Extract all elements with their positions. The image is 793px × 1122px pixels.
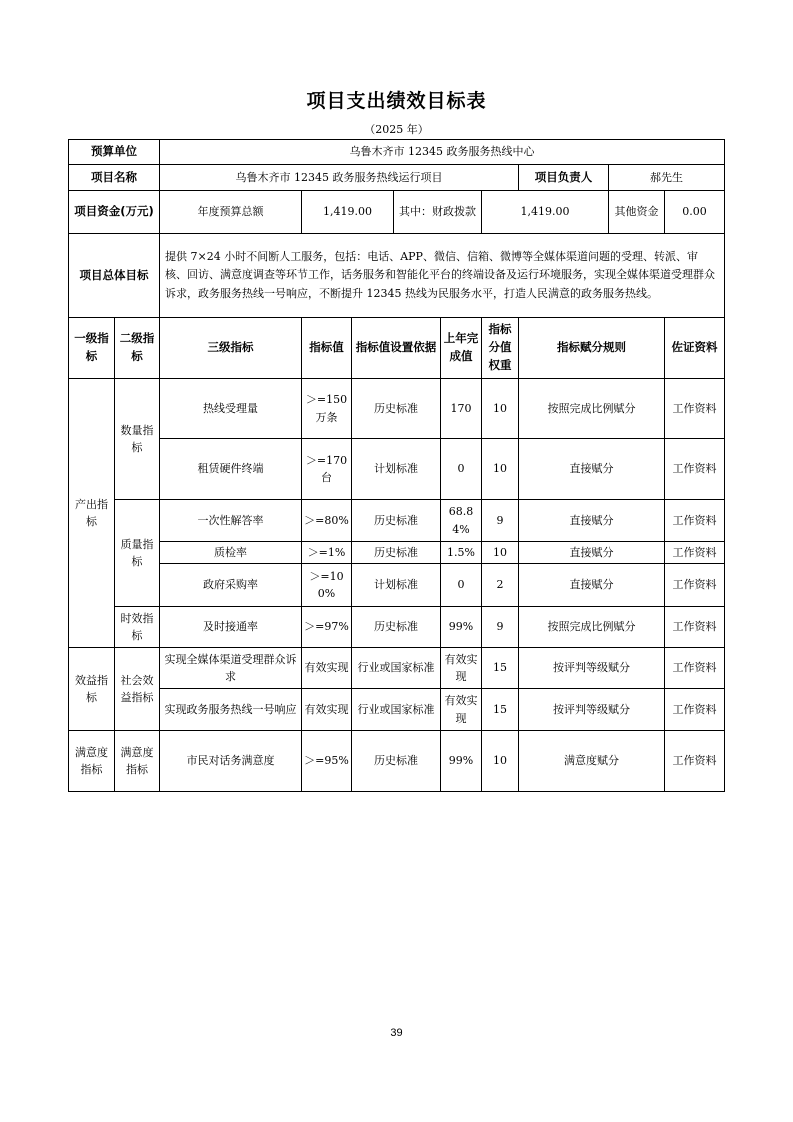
group-benefit: 效益指标: [69, 648, 115, 731]
table-row: [69, 439, 725, 500]
indicator-rule: 按评判等级赋分: [519, 648, 665, 689]
indicator-name: 市民对话务满意度: [160, 731, 302, 792]
indicator-rule: 直接赋分: [519, 439, 665, 500]
indicator-name: 质检率: [160, 542, 302, 564]
page-number: 39: [390, 1027, 403, 1039]
indicator-value: ＞=97%: [302, 607, 352, 648]
indicator-weight: 2: [482, 564, 519, 607]
indicator-value: 有效实现: [302, 648, 352, 689]
indicator-evidence: 工作资料: [665, 607, 725, 648]
table-row: [69, 648, 725, 689]
indicator-value: 有效实现: [302, 689, 352, 731]
performance-target-table: [68, 139, 725, 792]
indicator-evidence: 工作资料: [665, 564, 725, 607]
header-row: [69, 318, 725, 379]
project-name-label: 项目名称: [69, 165, 160, 191]
indicator-value: ＞=100%: [302, 564, 352, 607]
subgroup-quality: 质量指标: [115, 500, 160, 607]
table-row: [69, 379, 725, 439]
project-name-value: 乌鲁木齐市 12345 政务服务热线运行项目: [160, 165, 519, 191]
indicator-rule: 按照完成比例赋分: [519, 379, 665, 439]
subgroup-satisfaction: 满意度指标: [115, 731, 160, 792]
indicator-last-year: 99%: [441, 607, 482, 648]
annual-budget-value: 1,419.00: [302, 191, 394, 234]
indicator-evidence: 工作资料: [665, 689, 725, 731]
fiscal-label: 其中：财政拨款: [394, 191, 482, 234]
project-leader-value: 郝先生: [609, 165, 725, 191]
header-basis: 指标值设置依据: [352, 318, 441, 379]
indicator-name: 热线受理量: [160, 379, 302, 439]
other-funds-label: 其他资金: [609, 191, 665, 234]
subgroup-timeliness: 时效指标: [115, 607, 160, 648]
other-funds-value: 0.00: [665, 191, 725, 234]
indicator-evidence: 工作资料: [665, 731, 725, 792]
indicator-name: 政府采购率: [160, 564, 302, 607]
indicator-last-year: 有效实现: [441, 648, 482, 689]
indicator-last-year: 0: [441, 439, 482, 500]
indicator-last-year: 1.5%: [441, 542, 482, 564]
header-weight: 指标分值权重: [482, 318, 519, 379]
indicator-rule: 按评判等级赋分: [519, 689, 665, 731]
indicator-name: 一次性解答率: [160, 500, 302, 542]
table-row: [69, 542, 725, 564]
indicator-last-year: 68.84%: [441, 500, 482, 542]
indicator-last-year: 99%: [441, 731, 482, 792]
indicator-value: ＞=150万条: [302, 379, 352, 439]
header-level1: 一级指标: [69, 318, 115, 379]
indicator-weight: 10: [482, 439, 519, 500]
fiscal-value: 1,419.00: [482, 191, 609, 234]
indicator-name: 及时接通率: [160, 607, 302, 648]
indicator-basis: 历史标准: [352, 379, 441, 439]
indicator-name: 实现政务服务热线一号响应: [160, 689, 302, 731]
indicator-weight: 9: [482, 500, 519, 542]
indicator-evidence: 工作资料: [665, 648, 725, 689]
indicator-weight: 10: [482, 731, 519, 792]
indicator-rule: 满意度赋分: [519, 731, 665, 792]
indicator-name: 实现全媒体渠道受理群众诉求: [160, 648, 302, 689]
indicator-rule: 直接赋分: [519, 500, 665, 542]
indicator-basis: 历史标准: [352, 542, 441, 564]
header-level3: 三级指标: [160, 318, 302, 379]
project-leader-label: 项目负责人: [519, 165, 609, 191]
annual-budget-label: 年度预算总额: [160, 191, 302, 234]
table-row: [69, 689, 725, 731]
indicator-basis: 历史标准: [352, 731, 441, 792]
page-title: 项目支出绩效目标表: [306, 90, 487, 112]
indicator-weight: 15: [482, 689, 519, 731]
header-value: 指标值: [302, 318, 352, 379]
table-row: [69, 731, 725, 792]
table-row: [69, 500, 725, 542]
indicator-last-year: 有效实现: [441, 689, 482, 731]
indicator-evidence: 工作资料: [665, 439, 725, 500]
indicator-evidence: 工作资料: [665, 542, 725, 564]
header-level2: 二级指标: [115, 318, 160, 379]
overall-goal-value: 提供 7×24 小时不间断人工服务，包括：电话、APP、微信、信箱、微博等全媒体渠道问题的受理、转派、审核、回访、满意度调查等环节工作，话务服务和智能化平台的终端设备及运行环境服务，实现全媒体渠道受理群众诉求，政务服务热线一号响应，不断提升 12345 热线为民服务水平，打造人民满意的政务服务热线。: [160, 234, 725, 318]
indicator-value: ＞=170台: [302, 439, 352, 500]
indicator-basis: 行业或国家标准: [352, 689, 441, 731]
indicator-rule: 直接赋分: [519, 542, 665, 564]
indicator-evidence: 工作资料: [665, 379, 725, 439]
header-evidence: 佐证资料: [665, 318, 725, 379]
indicator-weight: 15: [482, 648, 519, 689]
table-row: [69, 564, 725, 607]
indicator-rule: 按照完成比例赋分: [519, 607, 665, 648]
indicator-last-year: 170: [441, 379, 482, 439]
indicator-basis: 行业或国家标准: [352, 648, 441, 689]
indicator-basis: 计划标准: [352, 439, 441, 500]
overall-goal-label: 项目总体目标: [69, 234, 160, 318]
funds-row: [69, 191, 725, 234]
indicator-name: 租赁硬件终端: [160, 439, 302, 500]
table-row: [69, 607, 725, 648]
budget-unit-value: 乌鲁木齐市 12345 政务服务热线中心: [160, 140, 725, 165]
header-scoring: 指标赋分规则: [519, 318, 665, 379]
overall-goal-row: [69, 234, 725, 318]
indicator-value: ＞=95%: [302, 731, 352, 792]
indicator-rule: 直接赋分: [519, 564, 665, 607]
indicator-basis: 历史标准: [352, 607, 441, 648]
indicator-weight: 10: [482, 379, 519, 439]
subgroup-social-benefit: 社会效益指标: [115, 648, 160, 731]
indicator-basis: 历史标准: [352, 500, 441, 542]
project-name-row: [69, 165, 725, 191]
group-satisfaction: 满意度指标: [69, 731, 115, 792]
indicator-value: ＞=1%: [302, 542, 352, 564]
subgroup-quantity: 数量指标: [115, 379, 160, 500]
indicator-basis: 计划标准: [352, 564, 441, 607]
group-output: 产出指标: [69, 379, 115, 648]
indicator-weight: 9: [482, 607, 519, 648]
indicator-last-year: 0: [441, 564, 482, 607]
funds-label: 项目资金(万元): [69, 191, 160, 234]
header-last-year: 上年完成值: [441, 318, 482, 379]
indicator-value: ＞=80%: [302, 500, 352, 542]
year-label: （2025 年）: [364, 123, 429, 136]
budget-unit-row: [69, 140, 725, 165]
indicator-evidence: 工作资料: [665, 500, 725, 542]
budget-unit-label: 预算单位: [69, 140, 160, 165]
indicator-weight: 10: [482, 542, 519, 564]
